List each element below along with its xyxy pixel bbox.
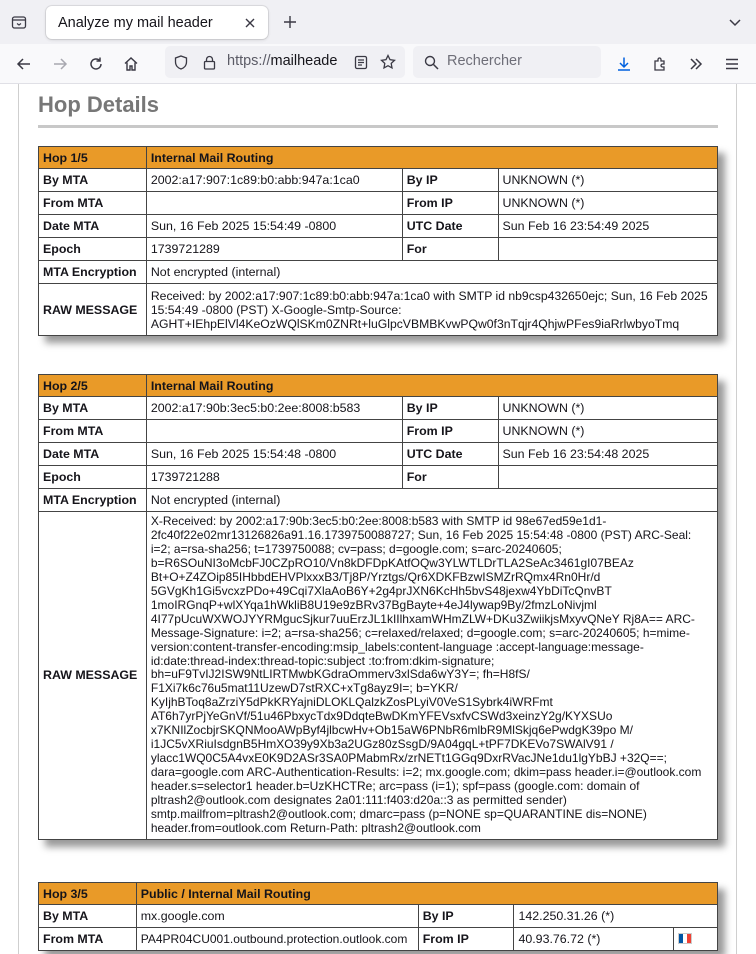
table-row	[39, 489, 718, 512]
label-by-ip: By IP	[418, 905, 514, 928]
close-tab-icon[interactable]	[242, 15, 258, 31]
hop-table-2	[38, 374, 718, 840]
reload-icon[interactable]	[86, 54, 106, 74]
table-row	[39, 238, 718, 261]
hop-type: Internal Mail Routing	[146, 147, 717, 169]
table-row	[39, 261, 718, 284]
label-raw-message: RAW MESSAGE	[39, 284, 147, 336]
label-for: For	[402, 238, 498, 261]
hop-number: Hop 2/5	[39, 375, 147, 397]
label-date-mta: Date MTA	[39, 215, 147, 238]
value-by-mta: 2002:a17:907:1c89:b0:abb:947a:1ca0	[146, 169, 402, 192]
hop-header	[39, 147, 718, 169]
value-from-ip: UNKNOWN (*)	[498, 420, 718, 443]
page-viewport	[0, 84, 756, 954]
page-border-right	[736, 84, 737, 954]
value-raw-message: X-Received: by 2002:a17:90b:3ec5:b0:2ee:8008:b583 with SMTP id 98e67ed59e1d1-2fc40f22e02mr13126826a91.16.1739750088727; Sun, 16 Feb 2025 15:54:48 -0800 (PST) ARC-Seal: i=2; a=rsa-sha256; t=1739750088; cv=pass; d=google.com; s=arc-20240605; b=R6SOuNI3oMcbFJ0CZpRO10/Vn8kDFDpKAtfOQw3YLWTLDrTLA2SeAc3461gI07BEAz Bt+O+Z4ZOip85IHbbdEHVPlxxxB3/Tj8P/Yrztgs/Qr6XDKFBzwISMZrRQmx4Rn0Hr/d 5GVgKh1Gi5vcxzPDo+49Cqi7XlaAoB6Y+2g4prJXN6KcHh5bvS48jexw4YbDiTcQnvBT 1moIRGnqP+wlXYqa1hWkliB8U19e9zBRv37BgBayte+4eJ4lywap9By/2fmzLoNivjml 4I77pUcuWXWOJYYRMgucSjkur7uuErzJL1kIIlhxamWHmZLW+DKu3ZwiikjsMxyvQNeY Rj8A== ARC-Message-Signature: i=2; a=rsa-sha256; c=relaxed/relaxed; d=google.com; s=arc-20240605; h=mime-version:content-transfer-encoding:msip_labels:content-language :accept-language:message-id:date:thread-index:thread-topic:subject :to:from:dkim-signature; bh=uF9TvIJ2ISW9NtLIRTMwbKGdraOmmerv3xlSda6wY3Y=; fh=H8fS/ F1Xi7k6c76u5mat11UzewD7stRXC+xTg8ayz9I=; b=YKR/ KyIjhBToq8aZrziY5dPkKRYajniDLOKLQalzkZosPLyiV0VeS1Sybrk4iWRFmt AT6h7yrPjYeGnVf/51u46PbxycTdx9DdqteBwDKmYFEVsxfvCSWd3xeinzY2g/KYXSUo x7KNIlZocbjrSKQNMooAWpByf4jlbcwHv+Ob15aW6PNbR6mlbR9MlSkjq6ePwdgK39po M/ i1JC5vXRiuIsdgnB5HmXO39y9Xb3a2UGz80zSsgD/9A04gqL+tPF7DKEVo7SWAlV91 / ylacc1WQ0C5A4vxE0K9D2ASr3SA0PMabmRx/zrNETt1GGq9DxrRVacJNe1du1lgYbBJ +32Q==; dara=google.com ARC-Authentication-Results: i=2; mx.google.com; dkim=pass header.i=@outlook.com header.s=selector1 header.b=UzKHCTRe; arc=pass (i=1); spf=pass (google.com: domain of pltrash2@outlook.com designates 2a01:111:f403:d20a::3 as permitted sender) smtp.mailfrom=pltrash2@outlook.com; dmarc=pass (p=NONE sp=QUARANTINE dis=NONE) header.from=outlook.com Return-Path: pltrash2@outlook.com	[146, 512, 717, 840]
value-from-ip: 40.93.76.72 (*)	[514, 928, 674, 951]
label-by-ip: By IP	[402, 397, 498, 420]
table-row	[39, 928, 718, 951]
value-by-ip: UNKNOWN (*)	[498, 397, 718, 420]
url-text[interactable]	[227, 53, 347, 69]
hop-type: Public / Internal Mail Routing	[136, 883, 717, 905]
hop-header	[39, 375, 718, 397]
hop-header	[39, 883, 718, 905]
label-by-ip: By IP	[402, 169, 498, 192]
value-date-mta: Sun, 16 Feb 2025 15:54:49 -0800	[146, 215, 402, 238]
page-title: Hop Details	[38, 92, 718, 128]
value-raw-message: Received: by 2002:a17:907:1c89:b0:abb:947a:1ca0 with SMTP id nb9csp432650ejc; Sun, 16 Feb 2025 15:54:49 -0800 (PST) X-Google-Smtp-Source: AGHT+IEhpElVl4KeOzWQlSKm0ZNRt+luGlpcVBMBKvwPQw0f3nTqjr4QhjwPFes9iaRrlwbyoTmq	[146, 284, 717, 336]
search-icon	[423, 54, 439, 70]
value-mta-encryption: Not encrypted (internal)	[146, 489, 717, 512]
value-date-mta: Sun, 16 Feb 2025 15:54:48 -0800	[146, 443, 402, 466]
overflow-chevrons-icon[interactable]	[686, 54, 706, 74]
table-row	[39, 443, 718, 466]
tab-title: Analyze my mail header	[58, 14, 213, 31]
page-border-left	[18, 84, 19, 954]
table-row	[39, 215, 718, 238]
label-from-ip: From IP	[418, 928, 514, 951]
hop-type: Internal Mail Routing	[146, 375, 717, 397]
label-raw-message: RAW MESSAGE	[39, 512, 147, 840]
hop-table-1	[38, 146, 718, 336]
hop-number: Hop 1/5	[39, 147, 147, 169]
value-for	[498, 238, 718, 261]
url-scheme: https://	[227, 53, 271, 69]
value-epoch: 1739721289	[146, 238, 402, 261]
value-utc-date: Sun Feb 16 23:54:49 2025	[498, 215, 718, 238]
label-utc-date: UTC Date	[402, 215, 498, 238]
label-from-mta: From MTA	[39, 420, 147, 443]
table-row	[39, 192, 718, 215]
label-from-ip: From IP	[402, 192, 498, 215]
label-mta-encryption: MTA Encryption	[39, 489, 147, 512]
label-epoch: Epoch	[39, 466, 147, 489]
label-from-mta: From MTA	[39, 928, 137, 951]
value-for	[498, 466, 718, 489]
table-row	[39, 905, 718, 928]
value-from-ip: UNKNOWN (*)	[498, 192, 718, 215]
value-utc-date: Sun Feb 16 23:54:48 2025	[498, 443, 718, 466]
back-arrow-icon[interactable]	[14, 54, 34, 74]
reader-view-icon[interactable]	[353, 54, 369, 70]
label-by-mta: By MTA	[39, 905, 137, 928]
downloads-icon[interactable]	[614, 54, 634, 74]
label-from-mta: From MTA	[39, 192, 147, 215]
table-row	[39, 512, 718, 840]
shield-icon[interactable]	[173, 54, 189, 70]
label-date-mta: Date MTA	[39, 443, 147, 466]
label-mta-encryption: MTA Encryption	[39, 261, 147, 284]
value-by-ip: 142.250.31.26 (*)	[514, 905, 718, 928]
table-row	[39, 420, 718, 443]
browser-tab-active[interactable]	[46, 6, 268, 39]
lock-icon[interactable]	[201, 54, 217, 70]
label-by-mta: By MTA	[39, 169, 147, 192]
menu-hamburger-icon[interactable]	[722, 54, 742, 74]
url-bar[interactable]	[165, 46, 405, 78]
country-flag-cell	[674, 928, 718, 951]
label-utc-date: UTC Date	[402, 443, 498, 466]
chevron-down-icon[interactable]	[726, 13, 744, 31]
label-epoch: Epoch	[39, 238, 147, 261]
navigation-toolbar	[0, 44, 756, 84]
forward-arrow-icon[interactable]	[50, 54, 70, 74]
value-by-mta: mx.google.com	[136, 905, 418, 928]
home-icon[interactable]	[121, 54, 141, 74]
table-row	[39, 169, 718, 192]
value-mta-encryption: Not encrypted (internal)	[146, 261, 717, 284]
table-row	[39, 284, 718, 336]
table-row	[39, 397, 718, 420]
tab-bar	[0, 0, 756, 44]
bookmark-star-icon[interactable]	[380, 54, 396, 70]
search-bar[interactable]	[413, 46, 601, 78]
value-epoch: 1739721288	[146, 466, 402, 489]
extensions-icon[interactable]	[650, 54, 670, 74]
france-flag-icon	[678, 933, 692, 944]
label-by-mta: By MTA	[39, 397, 147, 420]
value-by-ip: UNKNOWN (*)	[498, 169, 718, 192]
new-tab-icon[interactable]	[280, 12, 300, 32]
search-placeholder: Rechercher	[447, 53, 522, 69]
value-from-mta: PA4PR04CU001.outbound.protection.outlook.com	[136, 928, 418, 951]
value-by-mta: 2002:a17:90b:3ec5:b0:2ee:8008:b583	[146, 397, 402, 420]
hop-table-3	[38, 882, 718, 951]
table-row	[39, 466, 718, 489]
hop-number: Hop 3/5	[39, 883, 137, 905]
tab-list-icon[interactable]	[8, 11, 30, 33]
url-host: mailheade	[270, 53, 338, 69]
value-from-mta	[146, 192, 402, 215]
label-for: For	[402, 466, 498, 489]
value-from-mta	[146, 420, 402, 443]
label-from-ip: From IP	[402, 420, 498, 443]
